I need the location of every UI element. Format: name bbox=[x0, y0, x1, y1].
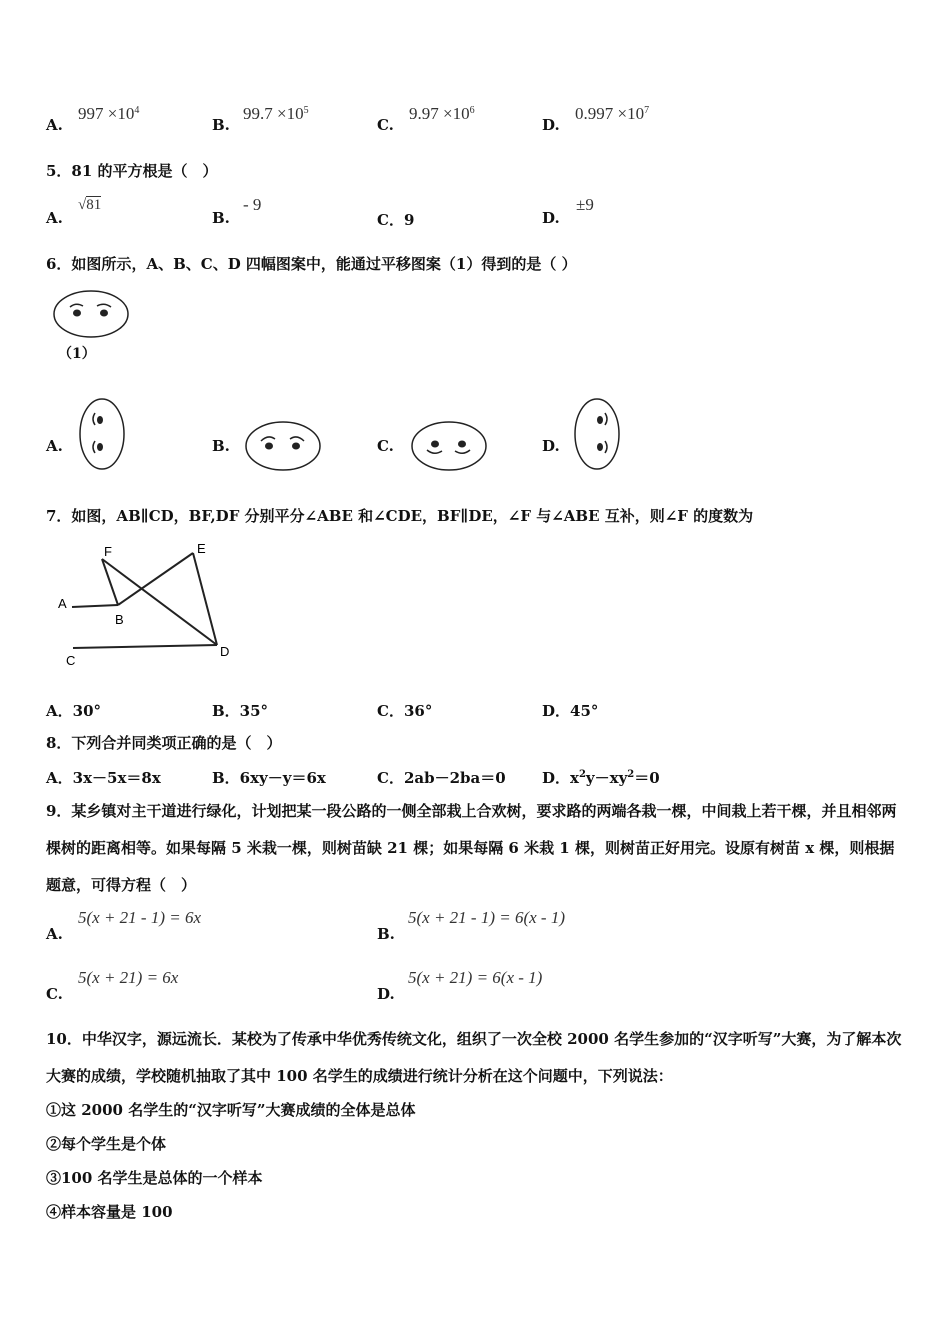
point-b-label: B bbox=[115, 612, 124, 627]
q5-option-d-math: ±9 bbox=[576, 195, 594, 214]
q6-figure-1-face bbox=[52, 290, 132, 340]
q4-option-b-math: $99.7 \times 10^5$ bbox=[243, 104, 309, 123]
point-c-label: C bbox=[66, 653, 76, 668]
q9-option-c-math: 5(x + 21) = 6x bbox=[78, 968, 179, 987]
q6-option-b-face bbox=[244, 420, 324, 472]
q8-option-b: B．6xy－y＝6x bbox=[212, 769, 326, 787]
q9-option-a-label: A. bbox=[46, 925, 63, 943]
q6-option-d-face bbox=[572, 397, 622, 471]
q7-option-b: B．35° bbox=[212, 702, 269, 720]
q4-option-d-label: D. bbox=[542, 116, 560, 134]
q4-option-d-math: $0.997 \times 10^7$ bbox=[575, 104, 650, 123]
q6-option-c-label: C. bbox=[377, 437, 394, 455]
point-e-label: E bbox=[197, 541, 206, 556]
q6-figure-caption: （1） bbox=[58, 346, 96, 362]
q8-option-a: A．3x－5x＝8x bbox=[46, 769, 161, 787]
q4-option-a-math: $997 \times 10^4$ bbox=[78, 104, 140, 123]
q7-option-a: A．30° bbox=[46, 702, 102, 720]
q5-option-c: C．9 bbox=[377, 211, 415, 229]
q9-option-b-math: 5(x + 21 - 1) = 6(x - 1) bbox=[408, 908, 566, 927]
q7-stem: 7．如图，AB∥CD，BF,DF 分别平分∠ABE 和∠CDE，BF∥DE，∠F 与∠ABE 互补，则∠F 的度数为 bbox=[46, 507, 754, 525]
point-f-label: F bbox=[104, 544, 112, 559]
q9-option-d-math: 5(x + 21) = 6(x - 1) bbox=[408, 968, 543, 987]
q9-option-c-label: C. bbox=[46, 985, 63, 1003]
q4-option-c-math: $9.97 \times 10^6$ bbox=[409, 104, 475, 123]
q9-stem: 9．某乡镇对主干道进行绿化，计划把某一段公路的一侧全部栽上合欢树，要求路的两端各栽一棵，中间栽上若干棵，并且相邻两棵树的距离相等。如果每隔 5 米栽一棵，则树苗缺 21 棵；如果每隔 6 米栽 1 棵，则树苗正好用完。设原有树苗 x 棵，则根据题意，可得方程（ ） bbox=[46, 802, 897, 894]
q4-option-b-label: B. bbox=[212, 116, 230, 134]
q6-option-b-label: B. bbox=[212, 437, 230, 455]
q10-statement-2: ②每个学生是个体 bbox=[46, 1135, 167, 1153]
point-a-label: A bbox=[58, 596, 67, 611]
q10-statement-3: ③100 名学生是总体的一个样本 bbox=[46, 1169, 263, 1187]
q10-stem: 10．中华汉字，源远流长．某校为了传承中华优秀传统文化，组织了一次全校 2000 名学生参加的“汉字听写”大赛，为了解本次大赛的成绩，学校随机抽取了其中 100 名学生的成绩进行统计分析在这个问题中，下列说法： bbox=[46, 1030, 902, 1085]
q7-option-d: D．45° bbox=[542, 702, 599, 720]
q4-option-a-label: A. bbox=[46, 116, 63, 134]
q10-statement-1: ①这 2000 名学生的“汉字听写”大赛成绩的全体是总体 bbox=[46, 1101, 416, 1119]
q10-statement-4: ④样本容量是 100 bbox=[46, 1203, 173, 1221]
q9-option-d-label: D. bbox=[377, 985, 395, 1003]
q5-option-d-label: D. bbox=[542, 209, 560, 227]
q9-option-a-math: 5(x + 21 - 1) = 6x bbox=[78, 908, 202, 927]
q8-stem: 8．下列合并同类项正确的是（ ） bbox=[46, 734, 282, 752]
q8-option-d: D．$x^2y-xy^2=0$ bbox=[542, 769, 660, 787]
q5-option-b-label: B. bbox=[212, 209, 230, 227]
q6-option-c-face bbox=[410, 420, 490, 472]
q6-option-d-label: D. bbox=[542, 437, 560, 455]
q5-option-b-math: - 9 bbox=[243, 195, 262, 214]
q7-geometry-figure bbox=[55, 538, 245, 668]
q9-option-b-label: B. bbox=[377, 925, 395, 943]
q5-option-a-label: A. bbox=[46, 209, 63, 227]
q6-stem: 6．如图所示，A、B、C、D 四幅图案中，能通过平移图案（1）得到的是（ ） bbox=[46, 255, 577, 273]
q5-stem: 5．81 的平方根是（ ） bbox=[46, 162, 218, 180]
q4-option-c-label: C. bbox=[377, 116, 394, 134]
q7-option-c: C．36° bbox=[377, 702, 433, 720]
q6-option-a-label: A. bbox=[46, 437, 63, 455]
q5-option-a-math: √81 bbox=[78, 197, 102, 213]
point-d-label: D bbox=[220, 644, 230, 659]
q8-option-c: C．2ab－2ba＝0 bbox=[377, 769, 506, 787]
q6-option-a-face bbox=[78, 397, 128, 471]
